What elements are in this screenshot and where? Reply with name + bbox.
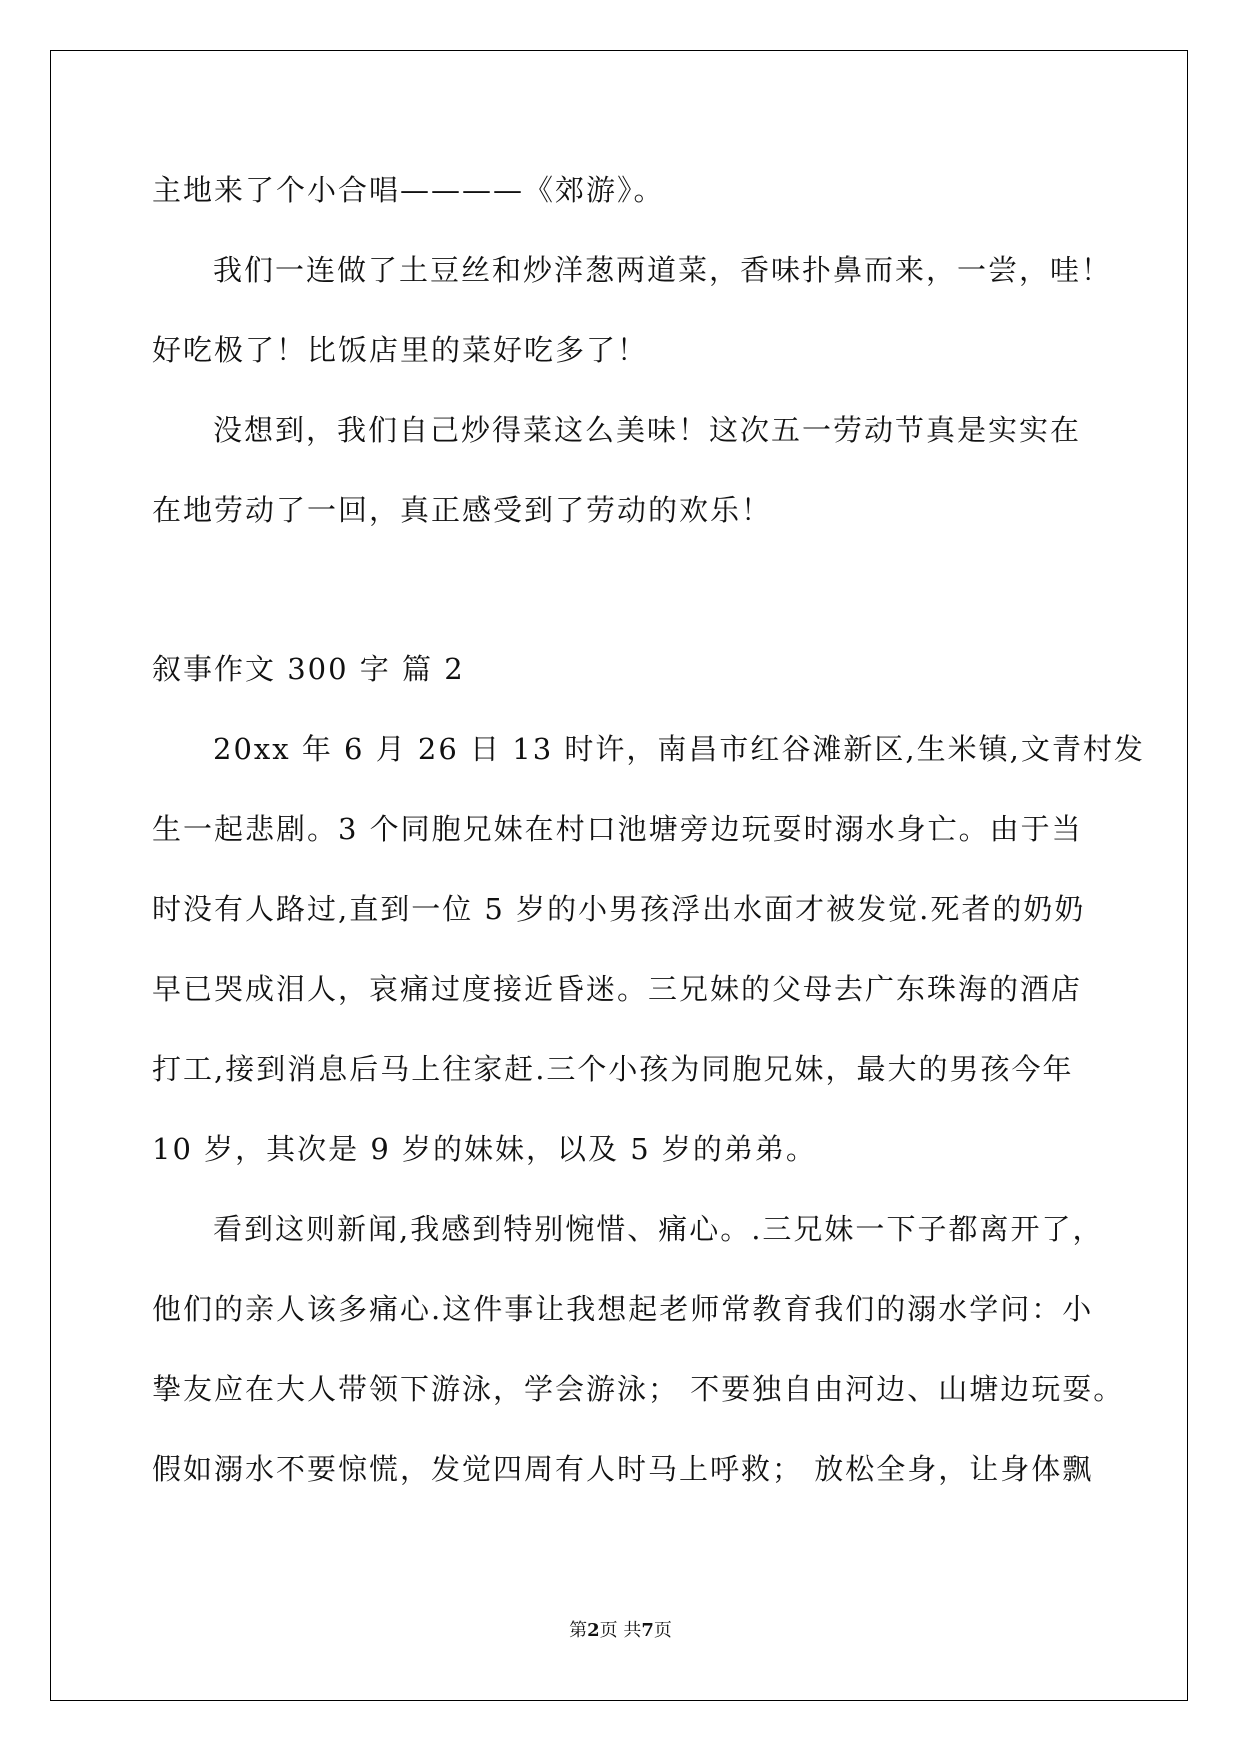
document-body — [152, 150, 1145, 1509]
paragraph-line: 我们一连做了土豆丝和炒洋葱两道菜，香味扑鼻而来，一尝，哇！ — [213, 253, 1113, 287]
paragraph-line: 主地来了个小合唱————《郊游》。 — [152, 173, 665, 207]
page-label-middle: 页 共 — [599, 1620, 642, 1641]
paragraph-line: 时没有人路过,直到一位 5 岁的小男孩浮出水面才被发觉.死者的奶奶 — [152, 892, 1086, 926]
paragraph-line: 10 岁，其次是 9 岁的妹妹，以及 5 岁的弟弟。 — [152, 1132, 817, 1166]
section-heading: 叙事作文 300 字 篇 2 — [152, 652, 465, 686]
paragraph-line: 没想到，我们自己炒得菜这么美味！这次五一劳动节真是实实在 — [213, 413, 1082, 447]
paragraph-line: 早已哭成泪人，哀痛过度接近昏迷。三兄妹的父母去广东珠海的酒店 — [152, 972, 1083, 1006]
paragraph-line: 20xx 年 6 月 26 日 13 时许，南昌市红谷滩新区,生米镇,文青村发 — [213, 732, 1145, 766]
paragraph-line: 打工,接到消息后马上往家赶.三个小孩为同胞兄妹，最大的男孩今年 — [152, 1052, 1074, 1086]
page-label-prefix: 第 — [569, 1620, 588, 1641]
page-label-suffix: 页 — [653, 1620, 672, 1641]
paragraph-line: 他们的亲人该多痛心.这件事让我想起老师常教育我们的溺水学问：小 — [152, 1292, 1094, 1326]
page-footer — [0, 1616, 1241, 1642]
paragraph-line: 好吃极了！比饭店里的菜好吃多了！ — [152, 333, 649, 367]
paragraph-line: 假如溺水不要惊慌，发觉四周有人时马上呼救； 放松全身，让身体飘 — [152, 1452, 1094, 1486]
paragraph-line: 看到这则新闻,我感到特别惋惜、痛心。.三兄妹一下子都离开了， — [213, 1212, 1104, 1246]
paragraph-line: 生一起悲剧。3 个同胞兄妹在村口池塘旁边玩耍时溺水身亡。由于当 — [152, 812, 1083, 846]
paragraph-line: 挚友应在大人带领下游泳，学会游泳； 不要独自由河边、山塘边玩耍。 — [152, 1372, 1125, 1406]
paragraph-line: 在地劳动了一回，真正感受到了劳动的欢乐！ — [152, 493, 773, 527]
current-page-number: 2 — [587, 1620, 600, 1641]
total-page-number: 7 — [641, 1620, 654, 1641]
